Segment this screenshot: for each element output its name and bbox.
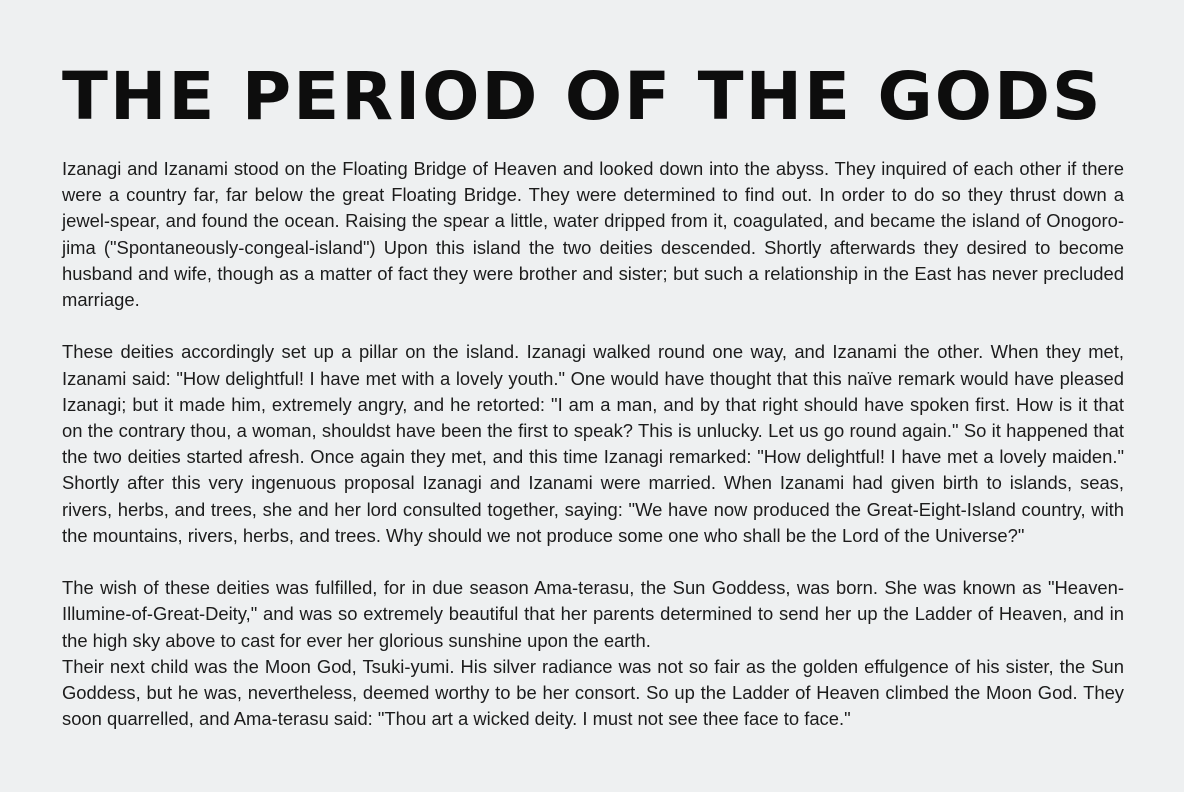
paragraph-1: Izanagi and Izanami stood on the Floating Bridge of Heaven and looked down into the abyss. They inquired of each other if there were a country far, far below the great Floating Bridge. They were determined to find out. In order to do so they thrust down a jewel-spear, and found the ocean. Raising the spear a little, water dripped from it, coagulated, and became the island of Onogoro-jima ("Spontaneously-congeal-island") Upon this island the two deities descended. Shortly afterwards they desired to become husband and wife, though as a matter of fact they were brother and sister; but such a relationship in the East has never precluded marriage. [62,158,1124,311]
document-page [62,58,1124,732]
document-title: THE PERIOD OF THE GODS [62,58,1103,135]
document-body [62,156,1124,732]
paragraph-2: These deities accordingly set up a pillar on the island. Izanagi walked round one way, and Izanami the other. When they met, Izanami said: "How delightful! I have met with a lovely youth." One would have thought that this naïve remark would have pleased Izanagi; but it made him, extremely angry, and he retorted: "I am a man, and by that right should have spoken first. How is it that on the contrary thou, a woman, shouldst have been the first to speak? This is unlucky. Let us go round again." So it happened that the two deities started afresh. Once again they met, and this time Izanagi remarked: "How delightful! I have met a lovely maiden." Shortly after this very ingenuous proposal Izanagi and Izanami were married. When Izanami had given birth to islands, seas, rivers, herbs, and trees, she and her lord consulted together, saying: "We have now produced the Great-Eight-Island country, with the mountains, rivers, herbs, and trees. Why should we not produce some one who shall be the Lord of the Universe?" [62,341,1124,546]
paragraph-4: Their next child was the Moon God, Tsuki-yumi. His silver radiance was not so fair as the golden effulgence of his sister, the Sun Goddess, but he was, nevertheless, deemed worthy to be her consort. So up the Ladder of Heaven climbed the Moon God. They soon quarrelled, and Ama-terasu said: "Thou art a wicked deity. I must not see thee face to face." [62,655,1124,730]
paragraph-3: The wish of these deities was fulfilled, for in due season Ama-terasu, the Sun Goddess, was born. She was known as "Heaven-Illumine-of-Great-Deity," and was so extremely beautiful that her parents determined to send her up the Ladder of Heaven, and in the high sky above to cast for ever her glorious sunshine upon the earth. [62,577,1124,651]
